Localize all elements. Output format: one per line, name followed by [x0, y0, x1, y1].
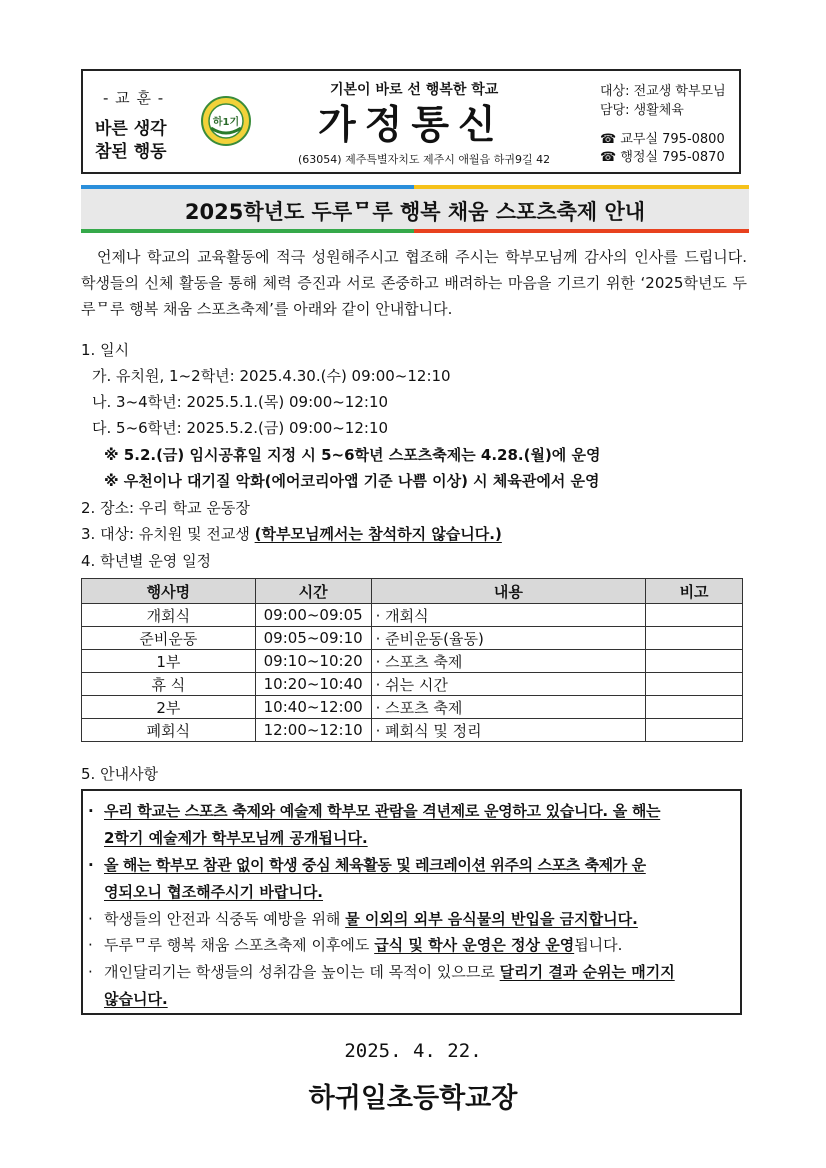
- cell-time: 09:05~09:10: [255, 627, 371, 650]
- col-time: 시간: [255, 579, 371, 604]
- section5-heading: 5. 안내사항: [81, 765, 159, 783]
- table-row: [82, 650, 743, 673]
- school-logo-icon: [201, 96, 251, 146]
- bullet: ·: [88, 910, 93, 928]
- cell-remark: [646, 650, 743, 673]
- cell-time: 10:40~12:00: [255, 696, 371, 719]
- note-holiday: ※ 5.2.(금) 임시공휴일 지정 시 5~6학년 스포츠축제는 4.28.(월)에 운영: [104, 446, 601, 464]
- table-row: [82, 673, 743, 696]
- section3-target: [81, 523, 502, 544]
- school-address: (63054) 제주특별자치도 제주시 애월읍 하귀9길 42: [298, 153, 551, 166]
- cell-time: 09:00~09:05: [255, 604, 371, 627]
- schedule-item-a: 가. 유치원, 1~2학년: 2025.4.30.(수) 09:00~12:10: [92, 367, 451, 385]
- section2-place: 2. 장소: 우리 학교 운동장: [81, 499, 250, 517]
- schedule-item-b: 나. 3~4학년: 2025.5.1.(목) 09:00~12:10: [92, 393, 389, 411]
- cell-event: 준비운동: [82, 627, 256, 650]
- document-title: 2025학년도 두루ᄆ루 행복 채움 스포츠축제 안내: [184, 200, 646, 224]
- notice-3: · 학생들의 안전과 식중독 예방을 위해 물 이외의 외부 음식물의 반입을 금지합니다.: [88, 910, 638, 928]
- cell-remark: [646, 719, 743, 742]
- notice-2b: 영되오니 협조해주시기 바랍니다.: [104, 883, 324, 901]
- phone-admin: ☎ 행정실 795-0870: [600, 150, 725, 165]
- cell-remark: [646, 696, 743, 719]
- notice-1b: 2학기 예술제가 학부모님께 공개됩니다.: [104, 829, 368, 847]
- cell-content: · 스포츠 축제: [371, 696, 645, 719]
- cell-time: 10:20~10:40: [255, 673, 371, 696]
- section3-prefix: 3. 대상: 유치원 및 전교생: [81, 525, 255, 543]
- schedule-item-c: 다. 5~6학년: 2025.5.2.(금) 09:00~12:10: [92, 419, 389, 437]
- cell-content: · 폐회식 및 정리: [371, 719, 645, 742]
- col-content: 내용: [371, 579, 645, 604]
- table-row: [82, 696, 743, 719]
- section1-heading: 1. 일시: [81, 341, 130, 359]
- logo-text: 하1기: [212, 117, 240, 128]
- cell-time: 09:10~10:20: [255, 650, 371, 673]
- notice-5b: 않습니다.: [104, 990, 168, 1008]
- cell-content: · 쉬는 시간: [371, 673, 645, 696]
- cell-content: · 스포츠 축제: [371, 650, 645, 673]
- intro-paragraph: 언제나 학교의 교육활동에 적극 성원해주시고 협조해 주시는 학부모님께 감사의 인사를 드립니다. 학생들의 신체 활동을 통해 체력 증진과 서로 존중하고 배려하는 마음을 기르기 위한 ‘2025학년도 두루ᄆ루 행복 채움 스포츠축제’를 아래와 같이 안내합니다.: [81, 248, 747, 318]
- section3-emphasis: (학부모님께서는 참석하지 않습니다.): [254, 525, 502, 543]
- cell-time: 12:00~12:10: [255, 719, 371, 742]
- accent-bar-red: [414, 229, 749, 233]
- section4-heading: 4. 학년별 운영 일정: [81, 552, 212, 570]
- notice-4: · 두루ᄆ루 행복 채움 스포츠축제 이후에도 급식 및 학사 운영은 정상 운영됩니다.: [88, 936, 623, 954]
- phone-office: ☎ 교무실 795-0800: [600, 132, 725, 147]
- paper-title: 가정통신: [318, 103, 505, 148]
- manager-line: 담당: 생활체육: [600, 103, 684, 118]
- notice-5a: · 개인달리기는 학생들의 성취감을 높이는 데 목적이 있으므로 달리기 결과 순위는 매기지: [88, 963, 675, 981]
- cell-event: 휴 식: [82, 673, 256, 696]
- col-event: 행사명: [82, 579, 256, 604]
- accent-bar-green: [81, 229, 414, 233]
- table-row: [82, 627, 743, 650]
- bullet: ·: [88, 963, 93, 981]
- schedule-table: [81, 578, 743, 742]
- signer: 하귀일초등학교장: [308, 1083, 518, 1114]
- table-header-row: [82, 579, 743, 604]
- issue-date: 2025. 4. 22.: [344, 1040, 482, 1062]
- cell-remark: [646, 673, 743, 696]
- note-weather: ※ 우천이나 대기질 악화(에어코리아앱 기준 나쁨 이상) 시 체육관에서 운영: [104, 472, 600, 490]
- notice-1a: · 우리 학교는 스포츠 축제와 예술제 학부모 관람을 격년제로 운영하고 있습니다. 올 해는: [88, 802, 661, 820]
- cell-remark: [646, 604, 743, 627]
- cell-event: 2부: [82, 696, 256, 719]
- cell-content: · 준비운동(율동): [371, 627, 645, 650]
- bullet: ·: [88, 802, 94, 820]
- slogan: 기본이 바로 선 행복한 학교: [330, 82, 499, 98]
- motto-line-1: 바른 생각: [95, 119, 167, 139]
- notice-2a: · 올 해는 학부모 참관 없이 학생 중심 체육활동 및 레크레이션 위주의 스포츠 축제가 운: [88, 856, 646, 874]
- table-row: [82, 604, 743, 627]
- cell-event: 폐회식: [82, 719, 256, 742]
- bullet: ·: [88, 856, 94, 874]
- motto-line-2: 참된 행동: [95, 142, 167, 162]
- col-remark: 비고: [646, 579, 743, 604]
- cell-event: 개회식: [82, 604, 256, 627]
- bullet: ·: [88, 936, 93, 954]
- cell-event: 1부: [82, 650, 256, 673]
- cell-remark: [646, 627, 743, 650]
- cell-content: · 개회식: [371, 604, 645, 627]
- table-row: [82, 719, 743, 742]
- motto-title: - 교 훈 -: [103, 89, 165, 107]
- target-line: 대상: 전교생 학부모님: [600, 84, 726, 99]
